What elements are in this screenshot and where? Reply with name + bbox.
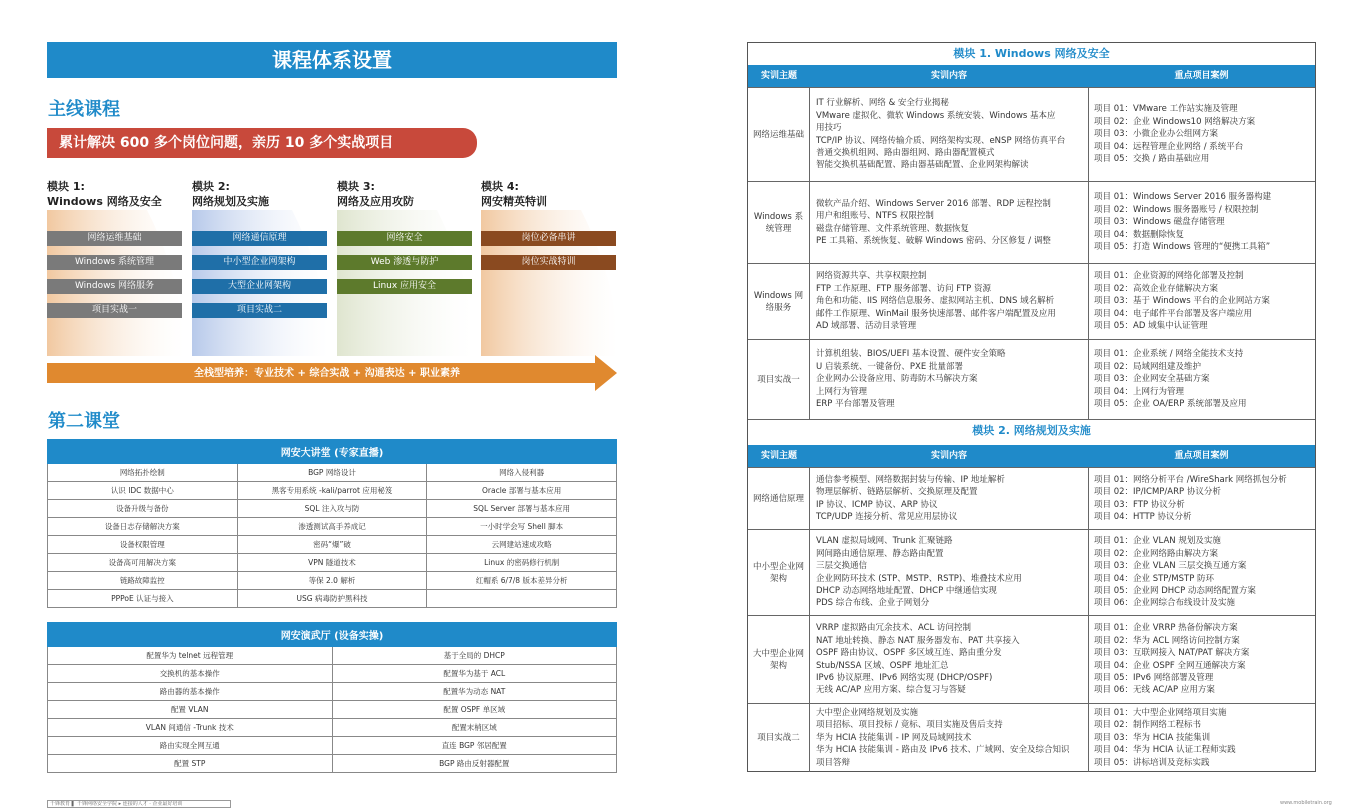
column-header: 实训主题 (760, 71, 797, 81)
module-label: 模块 4: (481, 180, 519, 193)
table-cell: 渗透测试高手养成记 (237, 518, 427, 536)
content-line: 邮件工作原理、WinMail 服务快速部署、邮件客户端配置及应用 (816, 308, 1056, 319)
table-cell: VPN 隧道技术 (237, 554, 427, 572)
table-cell: 直连 BGP 邻居配置 (332, 737, 617, 755)
module-3-item: Linux 应用安全 (337, 279, 472, 294)
content-line: 项目答辩 (816, 757, 851, 768)
table-cell (427, 590, 617, 608)
projects-cell (1094, 704, 1314, 772)
project-line: 项目 02：企业 Windows10 网络解决方案 (1094, 116, 1256, 127)
module-2-heading (192, 179, 269, 209)
module-3-heading (337, 179, 414, 209)
project-line: 项目 01：Windows Server 2016 服务器构建 (1094, 192, 1272, 203)
lecture-table (47, 439, 617, 608)
content-line: PDS 综合布线、企业子网划分 (816, 598, 930, 609)
table-cell: 设备高可用解决方案 (48, 554, 238, 572)
project-line: 项目 02：高效企业存储解决方案 (1094, 283, 1219, 294)
footer-right: www.mobiletrain.org (1280, 800, 1332, 806)
content-line: 角色和功能、IIS 网络信息服务、虚拟网站主机、DNS 域名解析 (816, 296, 1055, 307)
table-row (48, 737, 617, 755)
column-header: 重点项目案例 (1174, 451, 1229, 461)
project-line: 项目 03：FTP 协议分析 (1094, 499, 1185, 510)
module-3-item: Web 渗透与防护 (337, 255, 472, 270)
table-cell: BGP 路由反射器配置 (332, 755, 617, 773)
project-line: 项目 05：交换 / 路由基础应用 (1094, 154, 1210, 165)
content-line: DHCP 动态网络地址配置、DHCP 中继通信实现 (816, 585, 997, 596)
lecture-table-title: 网安大讲堂 (专家直播) (48, 440, 617, 464)
table-cell: 基于全局的 DHCP (332, 647, 617, 665)
content-line: TCP/IP 协议、网络传输介质、网络架构实现、eNSP 网络仿真平台 (816, 135, 1066, 146)
content-line: VLAN 虚拟局域网、Trunk 汇聚链路 (816, 536, 953, 547)
curriculum-row (748, 467, 1315, 529)
project-line: 项目 01：企业资源的网络化部署及控制 (1094, 271, 1244, 282)
column-divider (1088, 88, 1089, 181)
content-cell (816, 530, 1088, 615)
module-name: 网安精英特训 (481, 195, 547, 208)
content-line: Stub/NSSA 区域、OSPF 地址汇总 (816, 660, 949, 671)
content-line: 物理层解析、链路层解析、交换原理及配置 (816, 487, 978, 498)
table-cell: 密码“爆”破 (237, 536, 427, 554)
table-cell: 配置 VLAN (48, 701, 333, 719)
project-line: 项目 02：Windows 服务器账号 / 权限控制 (1094, 204, 1259, 215)
content-line: 大中型企业网络规划及实施 (816, 707, 919, 718)
table-cell: 网络拓扑绘制 (48, 464, 238, 482)
projects-cell (1094, 182, 1314, 263)
lab-table (47, 622, 617, 773)
curriculum-table (747, 42, 1316, 772)
content-line: 计算机组装、BIOS/UEFI 基本设置、硬件安全策略 (816, 349, 1006, 360)
content-line: 无线 AC/AP 应用方案、综合复习与答疑 (816, 685, 966, 696)
column-header-row (748, 445, 1315, 467)
content-line: 华为 HCIA 技能集训 - 路由及 IPv6 技术、广域网、安全及综合知识 (816, 745, 1070, 756)
table-row (48, 500, 617, 518)
table-cell: 配置 OSPF 单区域 (332, 701, 617, 719)
project-line: 项目 04：企业 STP/MSTP 防环 (1094, 573, 1215, 584)
project-line: 项目 04：华为 HCIA 认证工程师实践 (1094, 745, 1236, 756)
table-cell: 红帽系 6/7/8 版本差异分析 (427, 572, 617, 590)
project-line: 项目 04：远程管理企业网络 / 系统平台 (1094, 141, 1244, 152)
column-divider (1088, 468, 1089, 529)
table-row (48, 647, 617, 665)
highlight-banner: 累计解决 600 多个岗位问题，亲历 10 多个实战项目 (47, 128, 477, 158)
project-line: 项目 04：HTTP 协议分析 (1094, 511, 1192, 522)
content-line: IPv6 协议原理、IPv6 网络实现 (DHCP/OSPF) (816, 672, 993, 683)
footer-left: 千锋教育 ▌ 千锋网络安全学院 ▸ 连接的人才 · 企业最好培训 (47, 800, 231, 808)
project-line: 项目 03：互联网接入 NAT/PAT 解决方案 (1094, 648, 1250, 659)
project-line: 项目 02：局域网组建及维护 (1094, 361, 1202, 372)
table-cell: 配置华为动态 NAT (332, 683, 617, 701)
table-row (48, 536, 617, 554)
module-1-item: Windows 系统管理 (47, 255, 182, 270)
table-row (48, 590, 617, 608)
project-line: 项目 01：企业系统 / 网络全能技术支持 (1094, 349, 1244, 360)
content-line: PE 工具箱、系统恢复、破解 Windows 密码、分区修复 / 调整 (816, 235, 1051, 246)
content-line: 智能交换机基础配置、路由器基础配置、企业网架构解读 (816, 160, 1029, 171)
table-cell: 黑客专用系统 -kali/parrot 应用秘笈 (237, 482, 427, 500)
column-divider (1088, 182, 1089, 263)
table-row (48, 665, 617, 683)
content-line: 企业网办公设备应用、防毒防木马解决方案 (816, 374, 978, 385)
content-line: VMware 虚拟化、微软 Windows 系统安装、Windows 基本应 (816, 110, 1056, 121)
second-course-heading: 第二课堂 (48, 411, 120, 432)
content-cell (816, 264, 1088, 339)
content-line: 微软产品介绍、Windows Server 2016 部署、RDP 远程控制 (816, 198, 1051, 209)
table-cell: 一小时学会写 Shell 脚本 (427, 518, 617, 536)
table-cell: Oracle 部署与基本应用 (427, 482, 617, 500)
module-2-item: 项目实战二 (192, 303, 327, 318)
main-course-heading: 主线课程 (48, 99, 120, 120)
projects-cell (1094, 88, 1314, 181)
module-2-item: 大型企业网架构 (192, 279, 327, 294)
module-name: 网络规划及实施 (192, 195, 269, 208)
project-line: 项目 05：打造 Windows 管理的“便携工具箱” (1094, 242, 1271, 253)
content-line: VRRP 虚拟路由冗余技术、ACL 访问控制 (816, 623, 971, 634)
module-1-item: 网络运维基础 (47, 231, 182, 246)
project-line: 项目 01：VMware 工作站实施及管理 (1094, 104, 1238, 115)
table-row (48, 719, 617, 737)
content-line: 华为 HCIA 技能集训 - IP 网及局域网技术 (816, 732, 972, 743)
table-cell: 配置华为 telnet 远程管理 (48, 647, 333, 665)
column-divider (1088, 704, 1089, 772)
content-line: 用户和组账号、NTFS 权限控制 (816, 211, 934, 222)
project-line: 项目 05：企业 OA/ERP 系统部署及应用 (1094, 399, 1247, 410)
module-label: 模块 3: (337, 180, 375, 193)
column-divider (1088, 530, 1089, 615)
table-row (48, 464, 617, 482)
content-line: 项目招标、项目投标 / 竟标、项目实施及售后支持 (816, 720, 1003, 731)
project-line: 项目 03：基于 Windows 平台的企业网站方案 (1094, 296, 1270, 307)
project-line: 项目 03：Windows 磁盘存储管理 (1094, 217, 1225, 228)
module-2-item: 中小型企业网架构 (192, 255, 327, 270)
projects-cell (1094, 340, 1314, 419)
table-row (48, 554, 617, 572)
table-row (48, 482, 617, 500)
content-line: TCP/UDP 连接分析、常见应用层协议 (816, 511, 958, 522)
curriculum-row (748, 615, 1315, 703)
topic-cell: 项目实战一 (748, 340, 810, 419)
project-line: 项目 03：小微企业办公组网方案 (1094, 129, 1219, 140)
table-cell: 配置 STP (48, 755, 333, 773)
projects-cell (1094, 468, 1314, 529)
module-2-item: 网络通信原理 (192, 231, 327, 246)
project-line: 项目 01：企业 VLAN 规划及实施 (1094, 536, 1221, 547)
content-cell (816, 88, 1088, 181)
table-row (48, 518, 617, 536)
curriculum-row (748, 87, 1315, 181)
curriculum-row (748, 703, 1315, 772)
content-cell (816, 182, 1088, 263)
project-line: 项目 04：企业 OSPF 全网互通解决方案 (1094, 660, 1246, 671)
project-line: 项目 04：数据删除恢复 (1094, 229, 1185, 240)
column-header: 实训主题 (760, 451, 797, 461)
column-header: 重点项目案例 (1174, 71, 1229, 81)
table-cell: 认识 IDC 数据中心 (48, 482, 238, 500)
project-line: 项目 05：企业网 DHCP 动态网络配置方案 (1094, 585, 1256, 596)
column-header: 实训内容 (930, 451, 967, 461)
module-1-item: Windows 网络服务 (47, 279, 182, 294)
curriculum-row (748, 529, 1315, 615)
table-cell: 网络入侵利器 (427, 464, 617, 482)
curriculum-row (748, 339, 1315, 419)
table-cell: 配置华为基于 ACL (332, 665, 617, 683)
project-line: 项目 03：华为 HCIA 技能集训 (1094, 732, 1211, 743)
module-2-title: 模块 2. 网络规划及实施 (748, 419, 1315, 441)
table-cell: 路由器的基本操作 (48, 683, 333, 701)
project-line: 项目 06：无线 AC/AP 应用方案 (1094, 685, 1215, 696)
table-cell: USG 病毒防护黑科技 (237, 590, 427, 608)
project-line: 项目 01：网络分析平台 /WireShark 网络抓包分析 (1094, 474, 1287, 485)
table-cell: 设备日志存储解决方案 (48, 518, 238, 536)
table-row (48, 572, 617, 590)
content-line: ERP 平台部署及管理 (816, 399, 895, 410)
topic-cell: 网络运维基础 (748, 88, 810, 181)
content-line: OSPF 路由协议、OSPF 多区域互连、路由重分发 (816, 648, 1002, 659)
module-4-item: 岗位必备串讲 (481, 231, 616, 246)
project-line: 项目 06：企业网综合布线设计及实施 (1094, 598, 1236, 609)
table-cell: 设备升级与备份 (48, 500, 238, 518)
table-row (48, 755, 617, 773)
content-line: 用技巧 (816, 123, 842, 134)
table-cell: 设备权限管理 (48, 536, 238, 554)
module-name: 网络及应用攻防 (337, 195, 414, 208)
content-line: U 启装系统、一键备份、PXE 批量部署 (816, 361, 963, 372)
project-line: 项目 02：企业网络路由解决方案 (1094, 548, 1219, 559)
content-cell (816, 340, 1088, 419)
table-cell: SQL Server 部署与基本应用 (427, 500, 617, 518)
content-line: 企业网防环技术 (STP、MSTP、RSTP)、堆叠技术应用 (816, 573, 1022, 584)
table-cell: 路由实现全网互通 (48, 737, 333, 755)
project-line: 项目 02：IP/ICMP/ARP 协议分析 (1094, 487, 1221, 498)
column-divider (1088, 340, 1089, 419)
module-name: Windows 网络及安全 (47, 195, 162, 208)
topic-cell: 网络通信原理 (748, 468, 810, 529)
module-1-item: 项目实战一 (47, 303, 182, 318)
content-cell (816, 468, 1088, 529)
column-divider (1088, 264, 1089, 339)
content-line: 网络资源共享、共享权限控制 (816, 271, 927, 282)
content-line: 普通交换机组网、路由器组网、路由器配置模式 (816, 147, 995, 158)
module-3-item: 网络安全 (337, 231, 472, 246)
project-line: 项目 03：企业网安全基础方案 (1094, 374, 1210, 385)
table-cell: 等保 2.0 解析 (237, 572, 427, 590)
project-line: 项目 05：IPv6 网络部署及管理 (1094, 672, 1214, 683)
column-divider (1088, 616, 1089, 703)
table-cell: VLAN 间通信 -Trunk 技术 (48, 719, 333, 737)
project-line: 项目 02：制作网络工程标书 (1094, 720, 1202, 731)
table-cell: 配置末梢区域 (332, 719, 617, 737)
curriculum-row (748, 263, 1315, 339)
content-line: 上网行为管理 (816, 386, 868, 397)
content-cell (816, 704, 1088, 772)
projects-cell (1094, 264, 1314, 339)
module-4-item: 岗位实战特训 (481, 255, 616, 270)
lab-table-title: 网安演武厅 (设备实操) (48, 623, 617, 647)
table-row (48, 683, 617, 701)
module-1-title: 模块 1. Windows 网络及安全 (953, 47, 1110, 60)
content-line: IT 行业解析、网络 & 安全行业揭秘 (816, 98, 949, 109)
curriculum-row (748, 181, 1315, 263)
topic-cell: 项目实战二 (748, 704, 810, 772)
project-line: 项目 01：企业 VRRP 热备份解决方案 (1094, 623, 1238, 634)
content-line: NAT 地址转换、静态 NAT 服务器发布、PAT 共享接入 (816, 635, 1020, 646)
page-title: 课程体系设置 (47, 42, 617, 78)
table-cell: PPPoE 认证与接入 (48, 590, 238, 608)
table-cell: 云网建站速成攻略 (427, 536, 617, 554)
content-line: AD 域部署、活动目录管理 (816, 321, 917, 332)
project-line: 项目 05：AD 域集中认证管理 (1094, 321, 1208, 332)
column-header-row (748, 65, 1315, 87)
content-line: 网间路由通信原理、静态路由配置 (816, 548, 944, 559)
content-cell (816, 616, 1088, 703)
table-cell: SQL 注入攻与防 (237, 500, 427, 518)
project-line: 项目 01：大中型企业网络项目实施 (1094, 707, 1227, 718)
table-cell: 链路故障监控 (48, 572, 238, 590)
topic-cell: 大中型企业网架构 (748, 616, 810, 703)
table-row (48, 701, 617, 719)
project-line: 项目 04：电子邮件平台部署及客户端应用 (1094, 308, 1253, 319)
project-line: 项目 03：企业 VLAN 三层交换互通方案 (1094, 561, 1247, 572)
module-4-heading (481, 179, 547, 209)
content-line: FTP 工作原理、FTP 服务部署、访问 FTP 资源 (816, 283, 991, 294)
topic-cell: 中小型企业网架构 (748, 530, 810, 615)
module-label: 模块 2: (192, 180, 230, 193)
table-cell: Linux 的密码修行机制 (427, 554, 617, 572)
module-label: 模块 1: (47, 180, 85, 193)
project-line: 项目 05：讲标培训及竞标实践 (1094, 757, 1210, 768)
content-line: 三层交换通信 (816, 561, 868, 572)
topic-cell: Windows 系统管理 (748, 182, 810, 263)
content-line: 磁盘存储管理、文件系统管理、数据恢复 (816, 223, 970, 234)
arrow-text: 全栈型培养：专业技术 + 综合实战 + 沟通表达 + 职业素养 (193, 368, 461, 379)
content-line: 通信参考模型、网络数据封装与传输、IP 地址解析 (816, 474, 1005, 485)
project-line: 项目 04：上网行为管理 (1094, 386, 1185, 397)
project-line: 项目 02：华为 ACL 网络访问控制方案 (1094, 635, 1240, 646)
column-header: 实训内容 (930, 71, 967, 81)
projects-cell (1094, 616, 1314, 703)
table-cell: 交换机的基本操作 (48, 665, 333, 683)
topic-cell: Windows 网络服务 (748, 264, 810, 339)
projects-cell (1094, 530, 1314, 615)
content-line: IP 协议、ICMP 协议、ARP 协议 (816, 499, 938, 510)
module-1-heading (47, 179, 162, 209)
table-cell: BGP 网络设计 (237, 464, 427, 482)
